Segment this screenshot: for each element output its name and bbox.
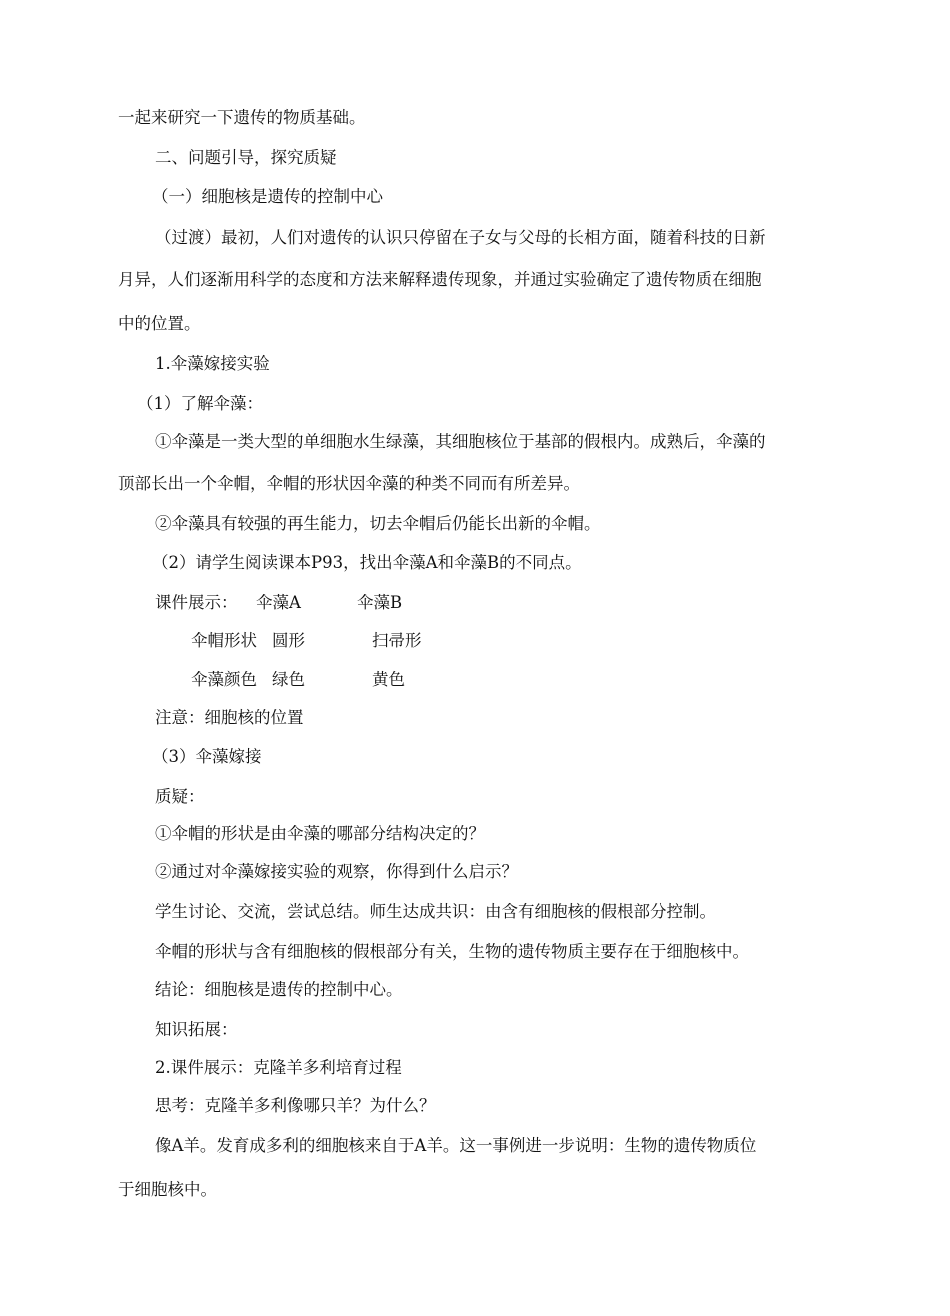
- paragraph-line: 质疑：: [155, 787, 205, 806]
- courseware-label: 课件展示：: [155, 593, 238, 612]
- paragraph-line: 于细胞核中。: [118, 1180, 217, 1199]
- row-attribute: 伞藻颜色: [191, 670, 257, 689]
- paragraph-line: 顶部长出一个伞帽，伞帽的形状因伞藻的种类不同而有所差异。: [118, 474, 580, 493]
- item-heading: 2.课件展示：克隆羊多利培育过程: [155, 1058, 402, 1077]
- paragraph-line: 思考：克隆羊多利像哪只羊？为什么？: [155, 1096, 436, 1115]
- paragraph-line: 注意：细胞核的位置: [155, 708, 304, 727]
- paragraph-line: ①伞藻是一类大型的单细胞水生绿藻，其细胞核位于基部的假根内。成熟后，伞藻的: [155, 432, 766, 451]
- paragraph-line: 月异，人们逐渐用科学的态度和方法来解释遗传现象，并通过实验确定了遗传物质在细胞: [118, 270, 762, 289]
- item-heading: （1）了解伞藻：: [137, 394, 263, 413]
- column-header-a: 伞藻A: [256, 593, 301, 612]
- paragraph-line: 中的位置。: [118, 314, 201, 333]
- row-value-b: 黄色: [372, 670, 405, 689]
- item-heading: （3）伞藻嫁接: [152, 747, 262, 766]
- row-value-a: 绿色: [272, 670, 305, 689]
- paragraph-line: ②伞藻具有较强的再生能力，切去伞帽后仍能长出新的伞帽。: [155, 514, 601, 533]
- paragraph-line: 像A羊。发育成多利的细胞核来自于A羊。这一事例进一步说明：生物的遗传物质位: [155, 1136, 757, 1155]
- row-value-b: 扫帚形: [372, 631, 422, 650]
- paragraph-line: 一起来研究一下遗传的物质基础。: [118, 108, 366, 127]
- paragraph-line: （2）请学生阅读课本P93，找出伞藻A和伞藻B的不同点。: [152, 553, 582, 572]
- item-heading: 1.伞藻嫁接实验: [155, 354, 270, 373]
- paragraph-line: 知识拓展：: [155, 1020, 238, 1039]
- paragraph-line: ②通过对伞藻嫁接实验的观察，你得到什么启示？: [155, 862, 518, 881]
- column-header-b: 伞藻B: [357, 593, 403, 612]
- paragraph-line: （过渡）最初，人们对遗传的认识只停留在子女与父母的长相方面，随着科技的日新: [155, 228, 766, 247]
- paragraph-line: 学生讨论、交流，尝试总结。师生达成共识：由含有细胞核的假根部分控制。: [155, 902, 716, 921]
- paragraph-line: ①伞帽的形状是由伞藻的哪部分结构决定的？: [155, 824, 485, 843]
- row-attribute: 伞帽形状: [191, 631, 257, 650]
- row-value-a: 圆形: [272, 631, 305, 650]
- paragraph-line: 结论：细胞核是遗传的控制中心。: [155, 980, 403, 999]
- paragraph-line: 伞帽的形状与含有细胞核的假根部分有关，生物的遗传物质主要存在于细胞核中。: [155, 942, 749, 961]
- section-heading: 二、问题引导，探究质疑: [155, 148, 337, 167]
- subsection-heading: （一）细胞核是遗传的控制中心: [152, 187, 383, 206]
